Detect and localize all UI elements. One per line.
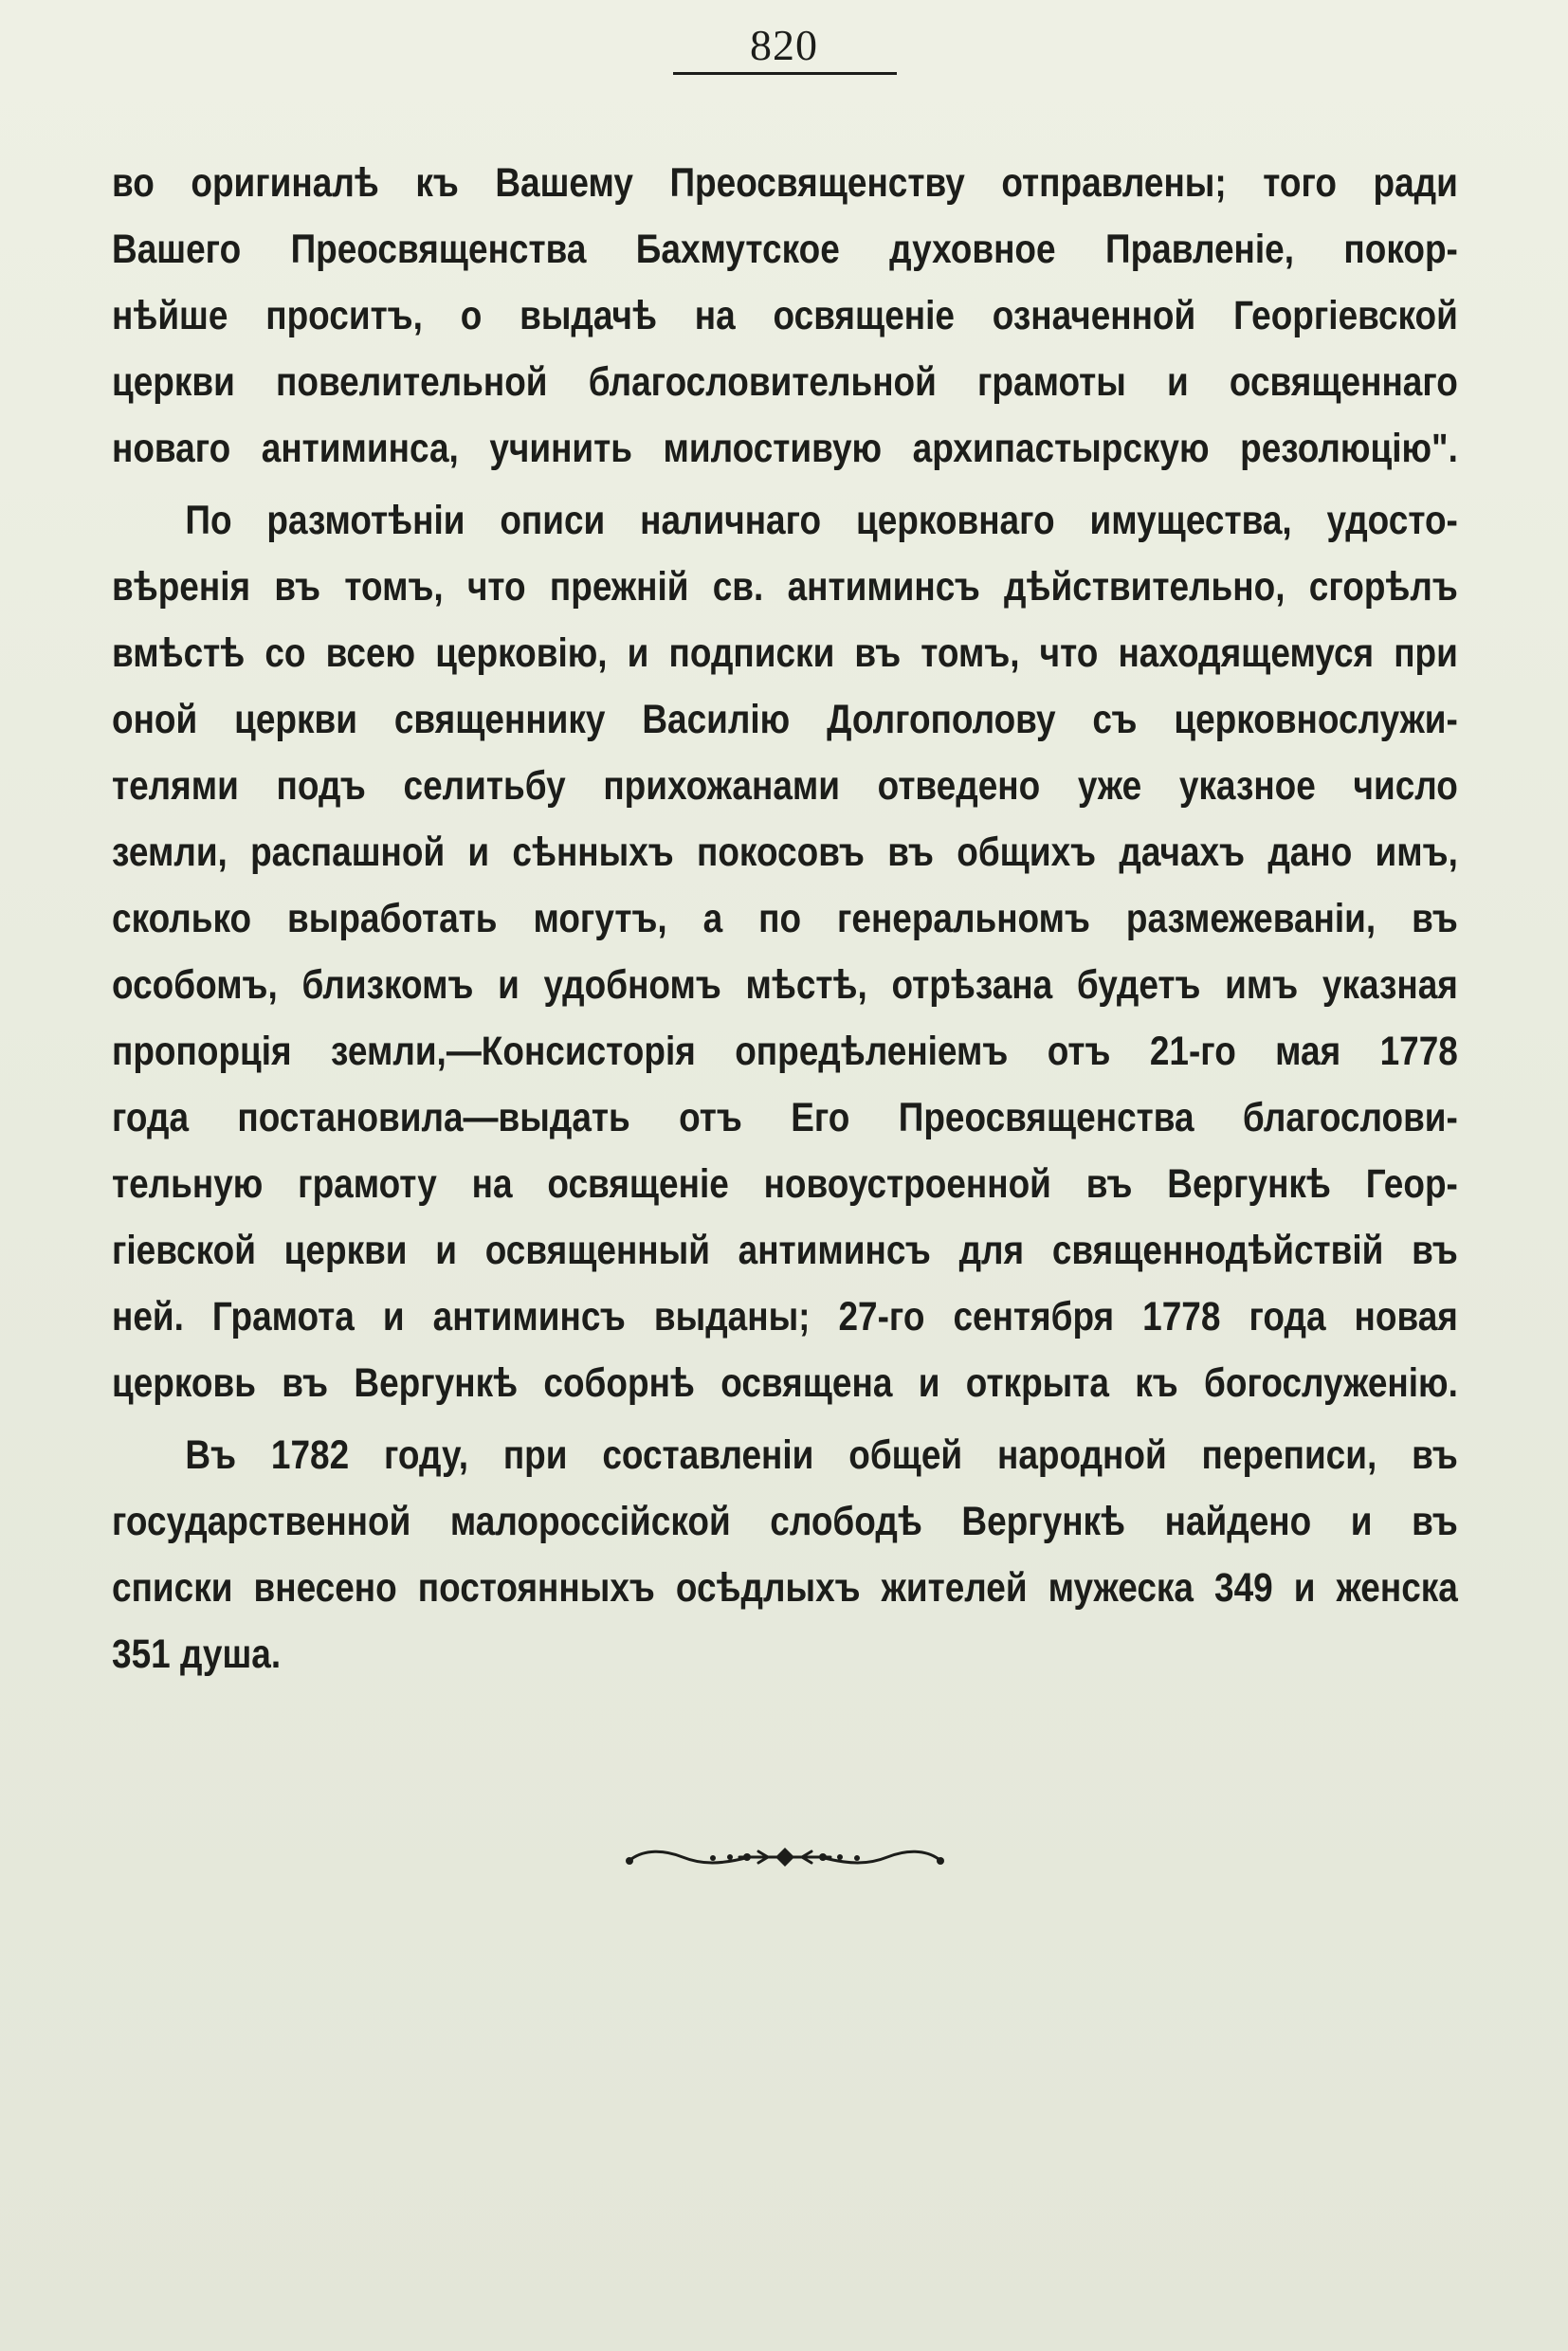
text-line: Въ 1782 году, при составленіи общей народной переписи, въ [185, 1432, 1458, 1478]
text-line: гіевской церкви и освященный антиминсъ для священнодѣйствій въ [112, 1228, 1458, 1273]
header-rule [673, 72, 897, 75]
text-line: По размотѣніи описи наличнаго церковнаго имущества, удосто- [185, 498, 1458, 543]
text-line: церкви повелительной благословительной грамоты и освященнаго [112, 359, 1458, 405]
text-line: нѣйше проситъ, о выдачѣ на освященіе означенной Георгіевской [112, 293, 1458, 338]
text-line: списки внесено постоянныхъ осѣдлыхъ жителей мужеска 349 и женска [112, 1565, 1458, 1611]
text-line: телями подъ селитьбу прихожанами отведено уже указное число [112, 763, 1458, 809]
text-line: новаго антиминса, учинить милостивую архипастырскую резолюцію". [112, 426, 1458, 471]
body-text [112, 150, 1458, 1687]
text-line: государственной малороссійской слободѣ Вергункѣ найдено и въ [112, 1499, 1458, 1544]
text-line: года постановила—выдать отъ Его Преосвященства благослови- [112, 1095, 1458, 1140]
text-line: вѣренія въ томъ, что прежній св. антиминсъ дѣйствительно, сгорѣлъ [112, 564, 1458, 610]
text-line: 351 душа. [112, 1631, 282, 1677]
text-line: вмѣстѣ со всею церковію, и подписки въ томъ, что находящемуся при [112, 630, 1458, 676]
text-line: ней. Грамота и антиминсъ выданы; 27-го сентября 1778 года новая [112, 1294, 1458, 1340]
text-line: пропорція земли,—Консисторія опредѣленіемъ отъ 21-го мая 1778 [112, 1029, 1458, 1074]
text-line: оной церкви священнику Василію Долгополову съ церковнослужи- [112, 697, 1458, 742]
decorative-divider-icon [626, 1836, 944, 1878]
text-line: во оригиналѣ къ Вашему Преосвященству отправлены; того ради [112, 160, 1458, 206]
page-number: 820 [750, 21, 818, 69]
text-line: сколько выработать могутъ, а по генеральномъ размежеваніи, въ [112, 896, 1458, 941]
text-line: Вашего Преосвященства Бахмутское духовное Правленіе, покор- [112, 227, 1458, 272]
text-line: тельную грамоту на освященіе новоустроенной въ Вергункѣ Геор- [112, 1161, 1458, 1207]
text-line: церковь въ Вергункѣ соборнѣ освящена и открыта къ богослуженію. [112, 1360, 1458, 1406]
text-line: земли, распашной и сѣнныхъ покосовъ въ общихъ дачахъ дано имъ, [112, 829, 1458, 875]
text-line: особомъ, близкомъ и удобномъ мѣстѣ, отрѣзана будетъ имъ указная [112, 962, 1458, 1008]
